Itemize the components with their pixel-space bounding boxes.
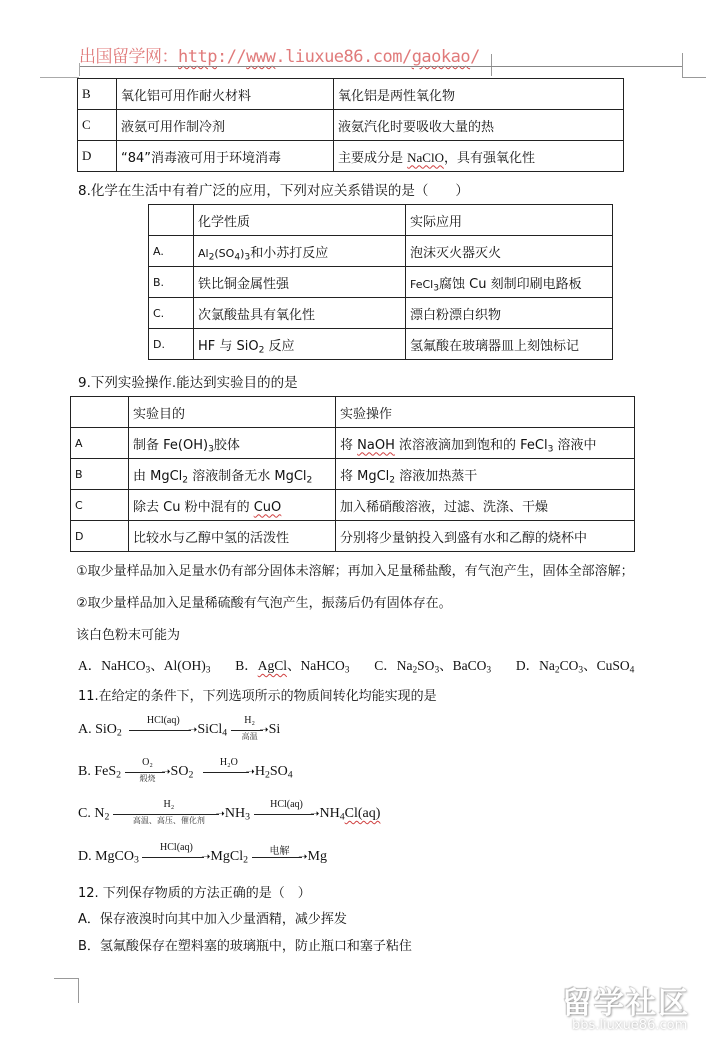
text: FeCl xyxy=(410,277,434,291)
reaction-arrow xyxy=(231,716,269,744)
cell: 泡沫灭火器灭火 xyxy=(406,236,613,267)
crop-mark-top-right xyxy=(491,54,492,76)
formula: Na xyxy=(396,658,413,673)
cell xyxy=(334,141,624,172)
formula: 、BaCO xyxy=(439,658,487,673)
arrow-condition: 煅烧 xyxy=(139,774,156,783)
site-name: 出国留学网： xyxy=(79,47,178,67)
q8-stem: 8.化学在生活中有着广泛的应用，下列对应关系错误的是（ ） xyxy=(78,183,469,199)
arrow-condition: 高温 xyxy=(241,732,258,741)
footer-logo: 留学社区 xyxy=(562,986,690,1021)
table-row xyxy=(149,236,613,267)
text: 胶体 xyxy=(213,437,240,453)
text: 将 xyxy=(340,437,358,453)
option-label: A． xyxy=(78,658,102,673)
sub: 2 xyxy=(243,854,249,866)
sub: 3 xyxy=(205,665,211,676)
cell: “84”消毒液可用于环境消毒 xyxy=(117,141,334,172)
q11-option-c[interactable] xyxy=(78,800,380,828)
arrow-condition: HCl(aq) xyxy=(146,715,180,726)
row-label: D xyxy=(71,521,129,552)
text: 腐蚀 Cu 刻制印刷电路板 xyxy=(439,276,582,292)
sub: 2 xyxy=(258,344,265,355)
formula: SO xyxy=(417,658,435,673)
text: 由 MgCl xyxy=(133,468,183,484)
sub: 2 xyxy=(554,665,560,676)
crop-mark-top-left-h xyxy=(40,77,79,78)
table-row xyxy=(71,459,635,490)
text: 浓溶液滴加到饱和的 FeCl xyxy=(394,437,548,453)
table-row xyxy=(71,490,635,521)
q12-option-a[interactable]: A．保存液溴时向其中加入少量酒精，减少挥发 xyxy=(78,912,347,927)
reaction-arrow xyxy=(203,758,255,786)
option-label: D． xyxy=(515,658,540,673)
arrow-head-icon: ➝ xyxy=(245,766,255,778)
arrow-shaft xyxy=(254,814,314,815)
q10-step2: ②取少量样品加入足量稀硫酸有气泡产生，振荡后仍有固体存在。 xyxy=(76,596,452,611)
sub: 3 xyxy=(245,811,250,823)
cell: 加入稀硝酸溶液，过滤、洗涤、干燥 xyxy=(336,490,635,521)
row-label: D xyxy=(78,141,117,172)
sub: 3 xyxy=(434,665,440,676)
header-cell: 实验操作 xyxy=(336,397,635,428)
product: SO xyxy=(170,764,189,780)
q11-option-a[interactable] xyxy=(78,716,280,744)
reactant: B. FeS xyxy=(78,764,117,780)
q9-stem: 9.下列实验操作.能达到实验目的的是 xyxy=(78,375,298,391)
formula: NaHCO xyxy=(101,658,146,673)
sub: 3 xyxy=(208,443,214,454)
row-label: C xyxy=(71,490,129,521)
sub: 2 xyxy=(412,665,418,676)
table-row xyxy=(78,141,624,172)
cell: 液氨可用作制冷剂 xyxy=(117,110,334,141)
arrow-head-icon: ➝ xyxy=(188,724,198,736)
cell xyxy=(129,428,336,459)
cell: 漂白粉漂白织物 xyxy=(406,298,613,329)
text: 将 MgCl xyxy=(340,468,390,484)
url-part: www xyxy=(246,47,276,67)
header-cell xyxy=(149,205,194,236)
sub: 4 xyxy=(222,727,228,739)
sub: 2 xyxy=(104,811,110,823)
sub: 3 xyxy=(433,282,440,293)
arrow-condition: 电解 xyxy=(269,846,290,857)
crop-mark-top-left xyxy=(79,63,80,76)
arrow-shaft xyxy=(203,772,249,773)
crop-mark-bottom-left-v xyxy=(78,978,79,1003)
url-part: gaokao xyxy=(411,47,471,67)
sub: 2 xyxy=(188,769,194,781)
text: 除去 Cu 粉中混有的 xyxy=(133,499,254,515)
arrow-head-icon: ➝ xyxy=(310,808,320,820)
table-header-row xyxy=(71,397,635,428)
sub: 3 xyxy=(344,665,350,676)
sub: 3 xyxy=(578,665,584,676)
arrow-head-icon: ➝ xyxy=(161,766,171,778)
reaction-arrow xyxy=(113,800,225,828)
product: NH xyxy=(224,806,246,822)
text: (SO xyxy=(214,246,235,260)
row-label: C xyxy=(78,110,117,141)
sub: 2 xyxy=(116,727,122,739)
reaction-arrow xyxy=(142,843,210,871)
arrow-condition: HCl(aq) xyxy=(270,799,303,810)
product: MgCl xyxy=(210,849,244,865)
formula: Na xyxy=(539,658,555,673)
formula: 、NaHCO xyxy=(286,658,345,673)
sub: 3 xyxy=(244,251,251,262)
site-watermark-header xyxy=(79,42,480,67)
q11-option-b[interactable] xyxy=(78,758,293,786)
cell: 比较水与乙醇中氢的活泼性 xyxy=(129,521,336,552)
formula: 、Al(OH) xyxy=(150,658,206,673)
sub: 2 xyxy=(208,251,215,262)
sub: 4 xyxy=(234,251,241,262)
formula: NaOH xyxy=(357,437,395,453)
table-row xyxy=(78,79,624,110)
row-label: D. xyxy=(149,329,194,360)
header-cell: 实际应用 xyxy=(406,205,613,236)
sub: 2 xyxy=(389,474,396,485)
arrow-condition: H₂ xyxy=(244,715,255,726)
arrow-shaft xyxy=(252,857,302,858)
text: 溶液加热蒸干 xyxy=(395,468,478,484)
option-b[interactable] xyxy=(235,658,350,676)
footer-logo-url: bbs.liuxue86.com xyxy=(572,1018,688,1033)
table-row xyxy=(78,110,624,141)
header-cell: 化学性质 xyxy=(194,205,406,236)
formula: AgCl xyxy=(257,658,287,673)
arrow-condition: H₂O xyxy=(219,757,238,768)
sub: 3 xyxy=(145,665,151,676)
cell xyxy=(194,236,406,267)
option-c[interactable] xyxy=(374,658,492,676)
formula: CO xyxy=(559,658,579,673)
q7-table xyxy=(77,78,624,172)
table-row xyxy=(149,329,613,360)
sub: 4 xyxy=(339,811,345,823)
text: Al xyxy=(198,246,209,260)
text: 主要成分是 xyxy=(338,150,408,166)
row-label: A. xyxy=(149,236,194,267)
text: 制备 Fe(OH) xyxy=(133,437,209,453)
sub: 4 xyxy=(629,665,635,676)
text: 溶液制备无水 MgCl xyxy=(188,468,307,484)
sub: 3 xyxy=(134,854,139,866)
arrow-shaft xyxy=(129,730,191,731)
table-header-row xyxy=(149,205,613,236)
reactant: C. N xyxy=(78,806,105,822)
product: H xyxy=(254,764,265,780)
cell: 氧化铝可用作耐火材料 xyxy=(117,79,334,110)
reaction-arrow xyxy=(252,843,308,871)
text: 反应 xyxy=(264,338,295,354)
reaction-arrow xyxy=(254,800,320,828)
arrow-condition: HCl(aq) xyxy=(160,842,193,853)
url-part: http xyxy=(178,47,217,67)
url-part: / xyxy=(470,47,480,67)
crop-mark-top-right-v xyxy=(682,53,683,77)
q10-options xyxy=(78,654,634,674)
url-part: :// xyxy=(216,47,247,67)
arrow-condition: H₂ xyxy=(163,799,175,810)
cell: 次氯酸盐具有氧化性 xyxy=(194,298,406,329)
cell xyxy=(129,490,336,521)
cell xyxy=(336,459,635,490)
cell xyxy=(129,459,336,490)
sub: 2 xyxy=(116,769,122,781)
header-cell: 实验目的 xyxy=(129,397,336,428)
product: SiCl xyxy=(197,722,223,738)
formula: NaClO xyxy=(407,149,444,165)
sub: 2 xyxy=(264,769,270,781)
product: NH xyxy=(319,806,340,822)
header-cell xyxy=(71,397,129,428)
product: SO xyxy=(269,764,288,780)
row-label: B xyxy=(78,79,117,110)
product: Mg xyxy=(307,849,327,865)
sub: 4 xyxy=(287,769,293,781)
table-row xyxy=(149,267,613,298)
cell: 铁比铜金属性强 xyxy=(194,267,406,298)
table-row xyxy=(71,428,635,459)
cell xyxy=(336,428,635,459)
cell xyxy=(194,329,406,360)
q10-step1: ①取少量样品加入足量水仍有部分固体未溶解；再加入足量稀盐酸，有气泡产生，固体全部溶解； xyxy=(76,564,634,579)
option-a[interactable] xyxy=(78,658,211,676)
sub: 2 xyxy=(306,474,313,485)
reaction-arrow xyxy=(129,716,197,744)
cell: 分别将少量钠投入到盛有水和乙醇的烧杯中 xyxy=(336,521,635,552)
cell: 氢氟酸在玻璃器皿上刻蚀标记 xyxy=(406,329,613,360)
arrow-condition: 高温、高压、催化剂 xyxy=(132,816,205,825)
text: ，具有强氧化性 xyxy=(443,150,535,166)
cell xyxy=(406,267,613,298)
option-label: C． xyxy=(374,658,397,673)
formula: CuO xyxy=(253,499,282,515)
arrow-condition: O₂ xyxy=(142,757,153,768)
url-part: .liuxue86.com/ xyxy=(275,47,412,67)
q12-stem: 12. 下列保存物质的方法正确的是（ ） xyxy=(78,886,311,901)
sub: 2 xyxy=(182,474,189,485)
cell: 氧化铝是两性氧化物 xyxy=(334,79,624,110)
crop-mark-top-right-h xyxy=(682,77,706,78)
crop-mark-top-rule-right xyxy=(491,66,682,67)
formula: 、CuSO xyxy=(583,658,630,673)
arrow-head-icon: ➝ xyxy=(259,724,269,736)
sub: 3 xyxy=(547,443,554,454)
table-row xyxy=(149,298,613,329)
arrow-head-icon: ➝ xyxy=(298,851,308,863)
product: Si xyxy=(268,722,281,738)
header-rule xyxy=(79,66,492,67)
row-label: A xyxy=(71,428,129,459)
reactant: D. MgCO xyxy=(78,849,135,865)
option-d[interactable] xyxy=(515,658,635,676)
row-label: B xyxy=(71,459,129,490)
cell: 液氨汽化时要吸收大量的热 xyxy=(334,110,624,141)
q9-table xyxy=(70,396,635,552)
arrow-shaft xyxy=(142,857,204,858)
row-label: B. xyxy=(149,267,194,298)
row-label: C. xyxy=(149,298,194,329)
q10-prompt: 该白色粉末可能为 xyxy=(76,628,181,643)
q11-stem: 11.在给定的条件下，下列选项所示的物质间转化均能实现的是 xyxy=(78,689,437,704)
table-row xyxy=(71,521,635,552)
text: 溶液中 xyxy=(553,437,597,453)
arrow-head-icon: ➝ xyxy=(201,851,211,863)
q12-option-b[interactable]: B．氢氟酸保存在塑料塞的玻璃瓶中，防止瓶口和塞子粘住 xyxy=(78,939,412,954)
arrow-head-icon: ➝ xyxy=(215,808,225,820)
text: ) xyxy=(240,246,245,260)
reaction-arrow xyxy=(125,758,171,786)
text: HF 与 SiO xyxy=(198,338,259,354)
crop-mark-bottom-left-h xyxy=(54,978,78,979)
sub: 3 xyxy=(486,665,492,676)
option-label: B． xyxy=(235,658,258,673)
reactant: A. SiO xyxy=(78,722,117,738)
q8-table xyxy=(148,204,613,360)
product: Cl(aq) xyxy=(344,806,381,822)
text: 和小苏打反应 xyxy=(250,245,329,261)
q11-option-d[interactable] xyxy=(78,843,327,871)
